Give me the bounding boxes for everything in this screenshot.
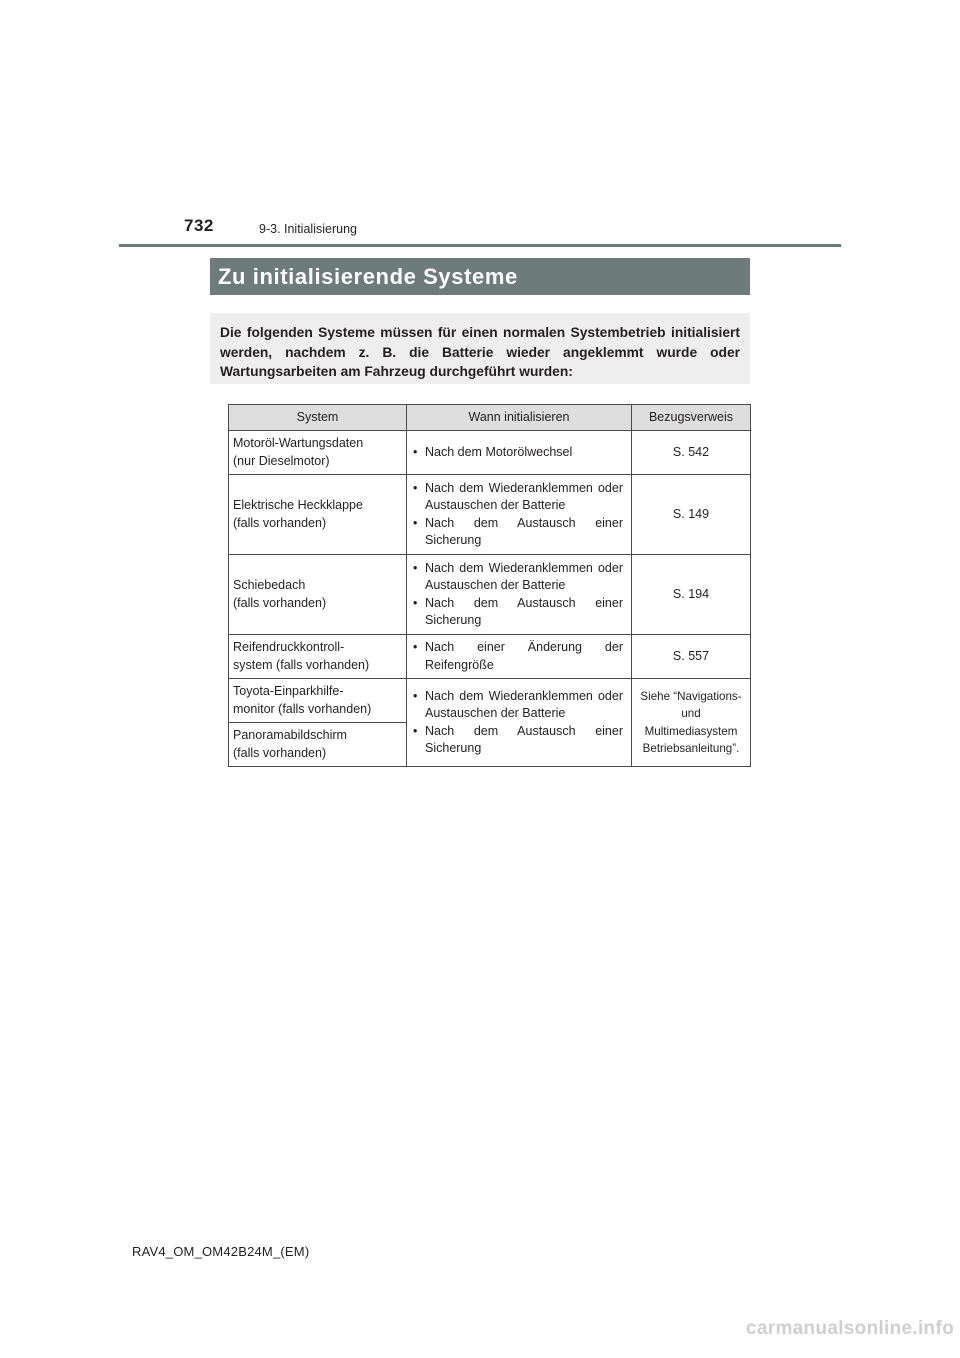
watermark: carmanualsonline.info (746, 1318, 954, 1339)
header-system: System (229, 405, 407, 431)
page-title: Zu initialisierende Systeme (210, 258, 750, 295)
when-cell (407, 679, 632, 767)
table-row (229, 679, 751, 723)
when-text: Nach dem Wiederanklemmen oder Austauschen der Batterie (425, 560, 623, 592)
list-item (413, 560, 623, 595)
when-text: Nach dem Austausch einer Sicherung (425, 595, 623, 627)
when-cell (407, 475, 632, 555)
reference-cell: Siehe “Navigations- und Multimediasystem Betriebsanleitung”. (632, 679, 751, 767)
table-row (229, 475, 751, 555)
system-note: (nur Dieselmotor) (233, 453, 330, 468)
when-cell (407, 431, 632, 475)
bullet-icon: • (413, 595, 418, 610)
intro-box (210, 313, 750, 384)
system-name: Elektrische Heckklappe (233, 498, 363, 512)
when-text: Nach dem Wiederanklemmen oder Austauschen der Batterie (425, 688, 623, 720)
bullet-icon: • (413, 723, 418, 738)
system-name: Toyota-Einparkhilfe- (233, 684, 344, 698)
list-item (413, 688, 623, 723)
system-cell (229, 679, 407, 723)
system-name: Panoramabildschirm (233, 728, 347, 742)
bullet-icon: • (413, 560, 418, 575)
header-when: Wann initialisieren (407, 405, 632, 431)
table-header-row (229, 405, 751, 431)
systems-table (228, 404, 751, 767)
system-note: system (falls vorhanden) (233, 657, 370, 672)
reference-cell: S. 149 (632, 475, 751, 555)
page-number: 732 (184, 216, 214, 235)
when-text: Nach dem Austausch einer Sicherung (425, 515, 623, 547)
system-note: (falls vorhanden) (233, 595, 327, 610)
system-name: Reifendruckkontroll- (233, 640, 345, 654)
section-reference: 9-3. Initialisierung (259, 222, 357, 236)
system-note: (falls vorhanden) (233, 745, 327, 760)
system-cell (229, 635, 407, 679)
when-text: Nach dem Motorölwechsel (425, 444, 573, 459)
document-code: RAV4_OM_OM42B24M_(EM) (132, 1244, 310, 1259)
when-text: Nach dem Wiederanklemmen oder Austauschen der Batterie (425, 480, 623, 512)
intro-text: Die folgenden Systeme müssen für einen normalen Systembetrieb initialisiert werden, nachdem z. B. die Batterie wieder angeklemmt wurde oder Wartungsarbeiten am Fahrzeug durchgeführt wurden: (220, 325, 740, 379)
bullet-icon: • (413, 515, 418, 530)
list-item (413, 639, 623, 674)
system-cell (229, 555, 407, 635)
when-cell (407, 635, 632, 679)
list-item (413, 444, 623, 462)
bullet-icon: • (413, 640, 418, 654)
list-item (413, 515, 623, 550)
bullet-icon: • (413, 444, 418, 459)
header-divider (119, 244, 841, 247)
reference-cell: S. 542 (632, 431, 751, 475)
when-cell (407, 555, 632, 635)
system-name: Motoröl-Wartungsdaten (233, 436, 364, 450)
table-row (229, 431, 751, 475)
when-text: Nach einer Änderung der Reifengröße (425, 640, 623, 672)
system-cell (229, 723, 407, 767)
reference-cell: S. 557 (632, 635, 751, 679)
table-row (229, 635, 751, 679)
list-item (413, 480, 623, 515)
header-reference: Bezugsverweis (632, 405, 751, 431)
reference-cell: S. 194 (632, 555, 751, 635)
table-row (229, 555, 751, 635)
system-cell (229, 475, 407, 555)
bullet-icon: • (413, 688, 418, 703)
bullet-icon: • (413, 480, 418, 495)
list-item (413, 595, 623, 630)
system-note: monitor (falls vorhanden) (233, 701, 372, 716)
system-note: (falls vorhanden) (233, 515, 327, 530)
when-text: Nach dem Austausch einer Sicherung (425, 723, 623, 755)
system-cell (229, 431, 407, 475)
system-name: Schiebedach (233, 578, 306, 592)
list-item (413, 723, 623, 758)
